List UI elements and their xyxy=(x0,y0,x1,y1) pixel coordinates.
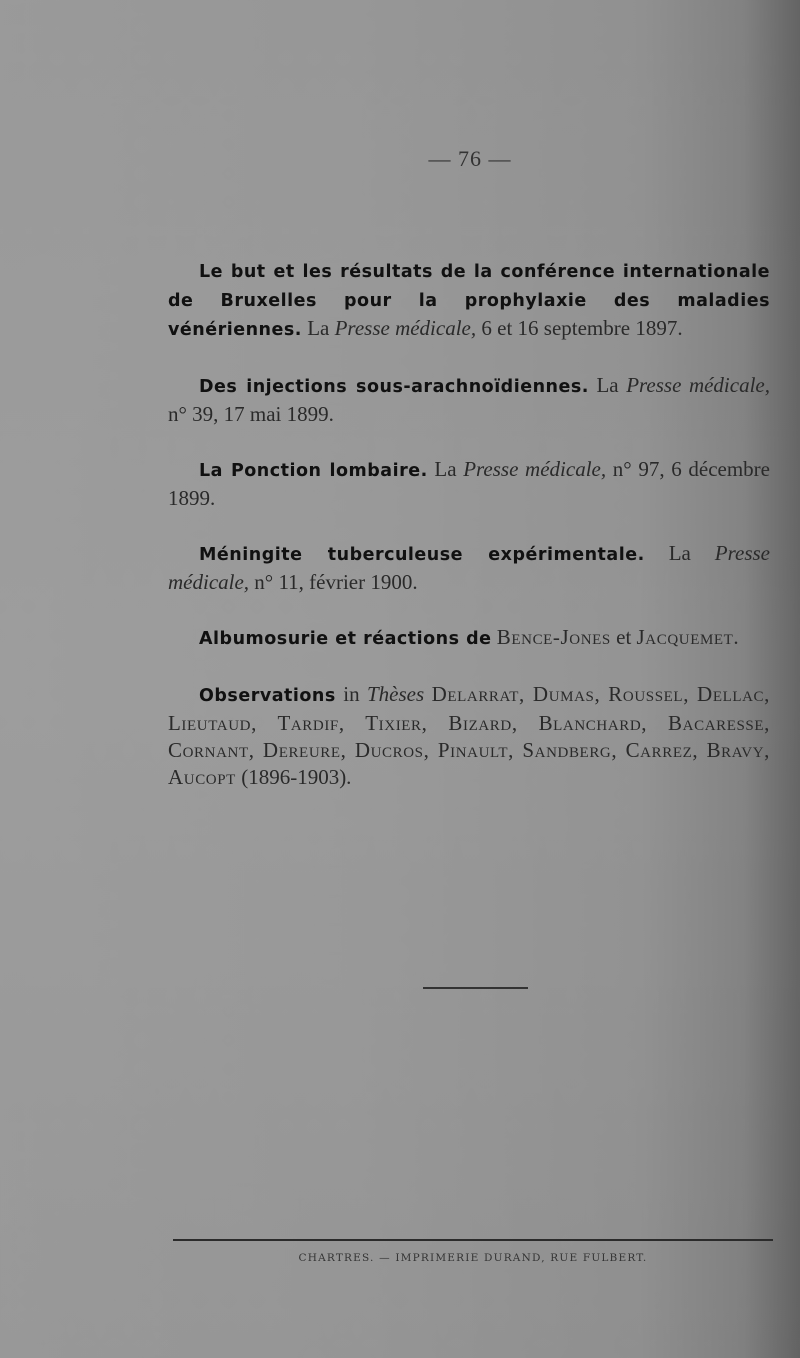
entry-text: n° 39, 17 mai 1899. xyxy=(168,402,334,426)
page-number: — 76 — xyxy=(428,146,512,171)
section-divider xyxy=(423,987,528,989)
bibliography-entry xyxy=(168,540,770,596)
printer-imprint: CHARTRES. — IMPRIMERIE DURAND, RUE FULBERT. xyxy=(298,1252,648,1264)
bibliography-list xyxy=(168,236,770,819)
entry-text: 6 et 16 septembre 1897. xyxy=(476,316,683,340)
entry-title: Le but et les résultats de la conférence internationale de Bruxelles pour la prophylaxie des maladies vénériennes. xyxy=(168,262,770,340)
author-name: Bence-Jones xyxy=(496,625,611,649)
journal-name: Presse médicale, xyxy=(626,373,770,397)
entry-text: et xyxy=(610,625,637,649)
entry-title: Albumosurie et réactions de xyxy=(199,629,492,649)
theses-label: Thèses xyxy=(367,682,425,706)
bibliography-entry xyxy=(168,624,770,653)
journal-name: Presse médicale, xyxy=(463,457,607,481)
entry-title: Observations xyxy=(199,686,336,706)
entry-title: Méningite tuberculeuse expérimentale. xyxy=(199,545,645,565)
bibliography-entry xyxy=(168,681,770,791)
entry-text: n° 11, février 1900. xyxy=(249,570,418,594)
footer-rule xyxy=(173,1239,773,1241)
entry-text: in xyxy=(335,682,367,706)
entry-title: La Ponction lombaire. xyxy=(199,461,428,481)
entry-text: (1896-1903). xyxy=(235,765,352,789)
bibliography-entry xyxy=(168,372,770,428)
entry-text: La xyxy=(588,373,627,397)
entry-text: La xyxy=(301,316,335,340)
entry-text: n° 97, 6 décembre 1899. xyxy=(168,457,770,510)
journal-name: Presse médicale, xyxy=(168,541,770,594)
entry-text: La xyxy=(427,457,464,481)
bibliography-entry xyxy=(168,456,770,512)
author-name: Jacquemet. xyxy=(636,625,740,649)
bibliography-entry xyxy=(168,257,770,344)
entry-title: Des injections sous-arachnoïdiennes. xyxy=(199,377,589,397)
entry-text: La xyxy=(644,541,715,565)
author-list: Delarrat, Dumas, Roussel, Dellac, Lieutaud, Tardif, Tixier, Bizard, Blanchard, Bacaresse, Cornant, Dereure, Ducros, Pinault, Sandberg, Carrez, Bravy, Aucopt xyxy=(168,682,770,789)
journal-name: Presse médicale, xyxy=(334,316,477,340)
